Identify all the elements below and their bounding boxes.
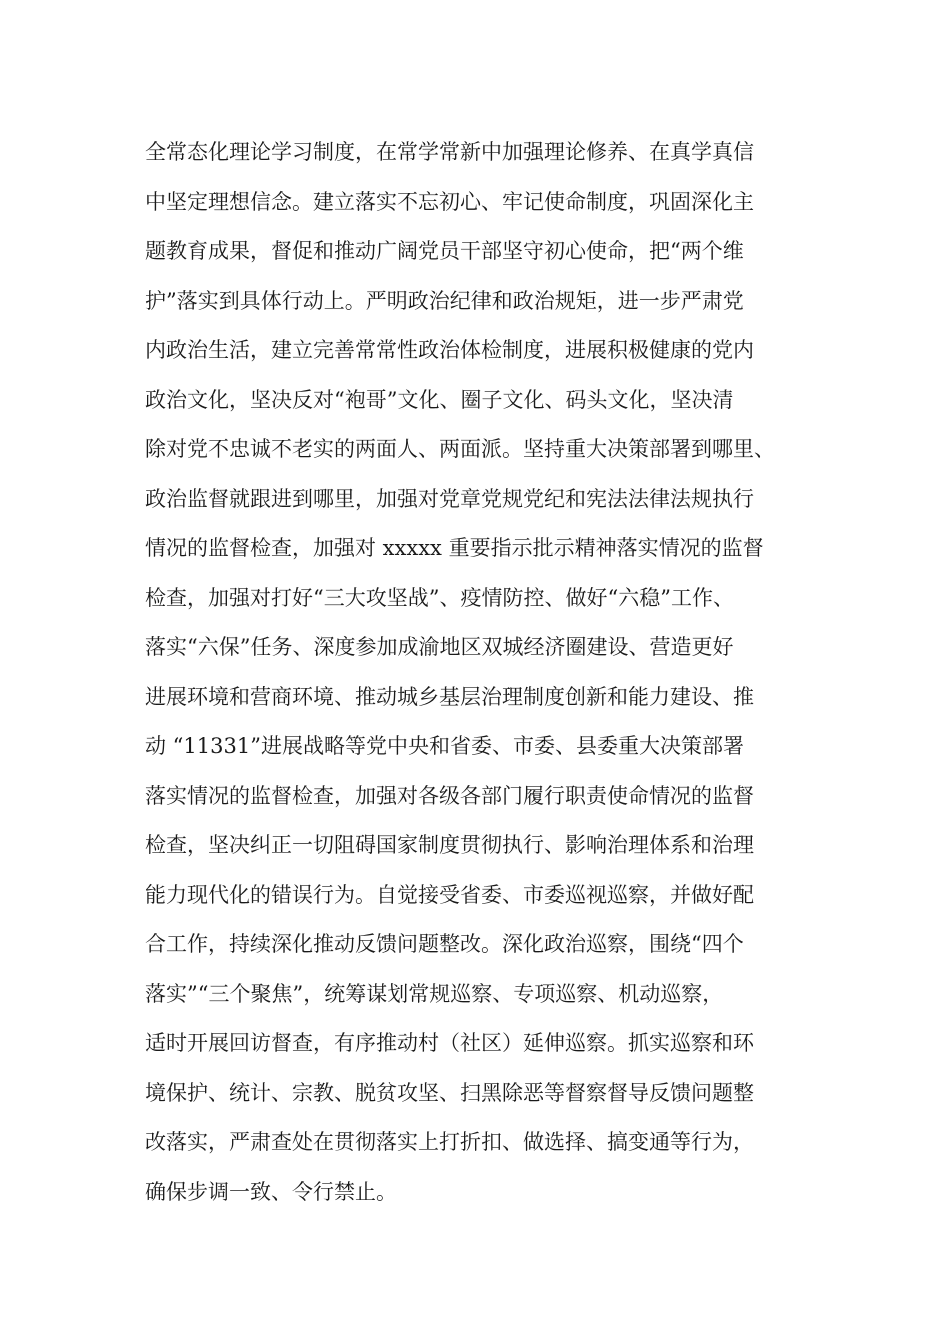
text-line: 动 “11331”进展战略等党中央和省委、市委、县委重大决策部署: [145, 734, 744, 758]
text-line: 改落实，严肃查处在贯彻落实上打折扣、做选择、搞变通等行为，: [145, 1130, 754, 1154]
text-line: 内政治生活，建立完善常常性政治体检制度，进展积极健康的党内: [145, 338, 754, 362]
text-line: 境保护、统计、宗教、脱贫攻坚、扫黑除恶等督察督导反馈问题整: [145, 1080, 754, 1105]
text-line: 落实情况的监督检查，加强对各级各部门履行职责使命情况的监督: [145, 783, 754, 808]
body-paragraph: [145, 128, 845, 1217]
text-line: 中坚定理想信念。建立落实不忘初心、牢记使命制度，巩固深化主: [145, 189, 754, 214]
text-line: 落实“六保”任务、深度参加成渝地区双城经济圈建设、营造更好: [145, 635, 734, 659]
text-line: 进展环境和营商环境、推动城乡基层治理制度创新和能力建设、推: [145, 684, 754, 709]
text-line: 检查，坚决纠正一切阻碍国家制度贯彻执行、影响治理体系和治理: [145, 833, 754, 857]
text-line: 确保步调一致、令行禁止。: [145, 1179, 397, 1204]
text-line: 政治文化，坚决反对“袍哥”文化、圈子文化、码头文化，坚决清: [145, 387, 734, 412]
text-line: 合工作，持续深化推动反馈问题整改。深化政治巡察，围绕“四个: [145, 932, 744, 956]
text-line: 检查，加强对打好“三大攻坚战”、疫情防控、做好“六稳”工作、: [145, 585, 734, 610]
text-line: 政治监督就跟进到哪里，加强对党章党规党纪和宪法法律法规执行: [145, 486, 754, 511]
text-line: 题教育成果，督促和推动广阔党员干部坚守初心使命，把“两个维: [145, 239, 744, 263]
text-line: 除对党不忠诚不老实的两面人、两面派。坚持重大决策部署到哪里、: [145, 437, 775, 461]
text-line: 全常态化理论学习制度，在常学常新中加强理论修养、在真学真信: [145, 140, 754, 164]
text-line: 情况的监督检查，加强对 xxxxx 重要指示批示精神落实情况的监督: [145, 536, 764, 560]
text-line: 能力现代化的错误行为。自觉接受省委、市委巡视巡察，并做好配: [145, 882, 754, 907]
text-line: 护”落实到具体行动上。严明政治纪律和政治规矩，进一步严肃党: [145, 288, 744, 313]
text-line: 适时开展回访督查，有序推动村（社区）延伸巡察。抓实巡察和环: [145, 1031, 754, 1055]
text-line: 落实”“三个聚焦”，统筹谋划常规巡察、专项巡察、机动巡察，: [145, 981, 724, 1006]
